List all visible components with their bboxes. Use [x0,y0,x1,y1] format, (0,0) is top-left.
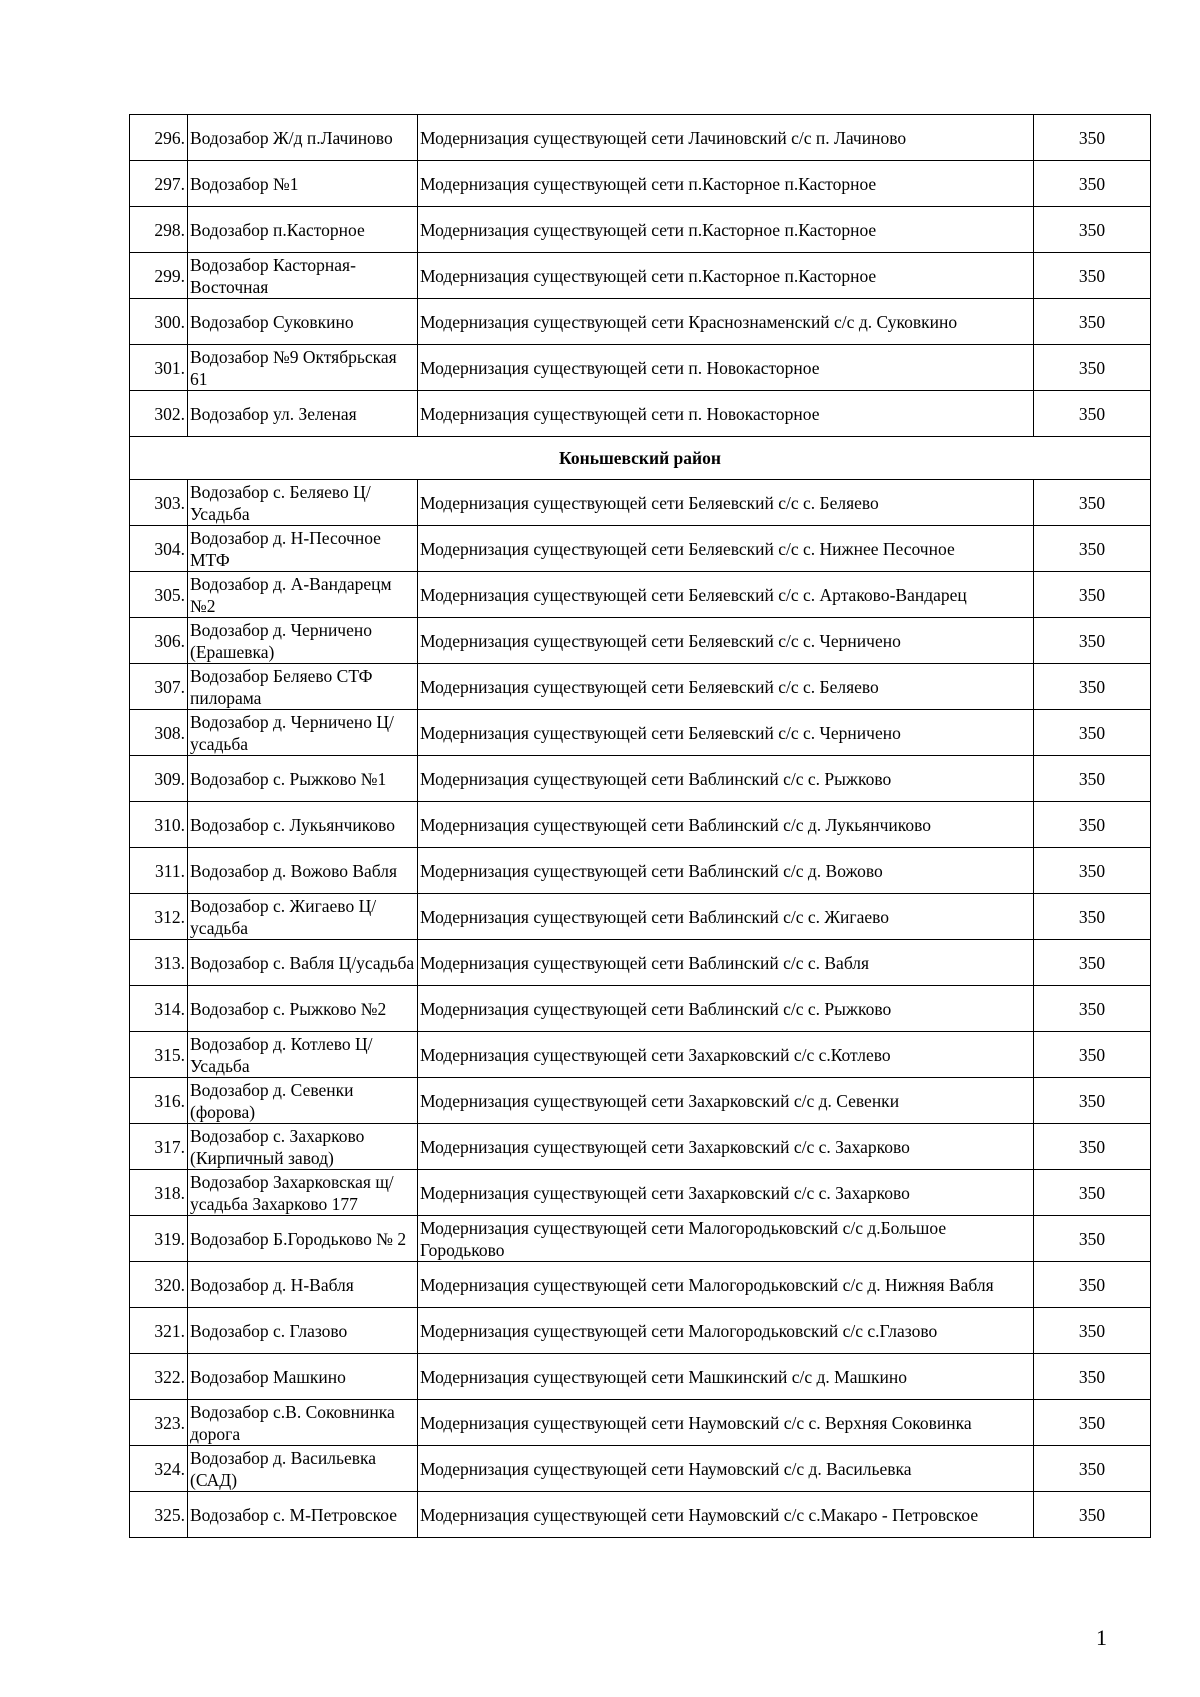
table-row [130,161,1151,207]
facility-name: Водозабор с. Жигаево Ц/усадьба [188,894,418,940]
row-number: 325. [130,1492,188,1538]
row-number: 297. [130,161,188,207]
facility-name: Водозабор п.Касторное [188,207,418,253]
row-number: 320. [130,1262,188,1308]
row-number: 304. [130,526,188,572]
work-description: Модернизация существующей сети Захарковский с/с д. Севенки [418,1078,1034,1124]
work-description: Модернизация существующей сети Краснознаменский с/с д. Суковкино [418,299,1034,345]
value-cell: 350 [1034,1170,1151,1216]
facility-name: Водозабор Ж/д п.Лачиново [188,115,418,161]
work-description: Модернизация существующей сети п. Новокасторное [418,391,1034,437]
table-row [130,391,1151,437]
row-number: 318. [130,1170,188,1216]
row-number: 317. [130,1124,188,1170]
work-description: Модернизация существующей сети Беляевский с/с с. Нижнее Песочное [418,526,1034,572]
row-number: 316. [130,1078,188,1124]
value-cell: 350 [1034,526,1151,572]
work-description: Модернизация существующей сети Ваблинский с/с с. Вабля [418,940,1034,986]
work-description: Модернизация существующей сети Малогородьковский с/с д.Большое Городьково [418,1216,1034,1262]
work-description: Модернизация существующей сети Малогородьковский с/с д. Нижняя Вабля [418,1262,1034,1308]
value-cell: 350 [1034,207,1151,253]
facility-name: Водозабор д. Вожово Вабля [188,848,418,894]
row-number: 298. [130,207,188,253]
facility-name: Водозабор Захарковская щ/усадьба Захарково 177 [188,1170,418,1216]
facility-name: Водозабор д. Васильевка (САД) [188,1446,418,1492]
table-row [130,940,1151,986]
table-row [130,1124,1151,1170]
row-number: 322. [130,1354,188,1400]
row-number: 301. [130,345,188,391]
value-cell: 350 [1034,618,1151,664]
row-number: 311. [130,848,188,894]
value-cell: 350 [1034,391,1151,437]
value-cell: 350 [1034,115,1151,161]
row-number: 314. [130,986,188,1032]
value-cell: 350 [1034,1446,1151,1492]
value-cell: 350 [1034,1400,1151,1446]
value-cell: 350 [1034,345,1151,391]
value-cell: 350 [1034,894,1151,940]
table-row [130,299,1151,345]
facility-name: Водозабор д. Котлево Ц/Усадьба [188,1032,418,1078]
row-number: 300. [130,299,188,345]
table-row [130,526,1151,572]
table-row [130,1492,1151,1538]
value-cell: 350 [1034,572,1151,618]
table-row [130,986,1151,1032]
facility-name: Водозабор д. А-Вандарецм №2 [188,572,418,618]
table-row [130,756,1151,802]
facility-name: Водозабор Касторная-Восточная [188,253,418,299]
table-body [130,115,1151,1538]
facility-name: Водозабор с. Захарково (Кирпичный завод) [188,1124,418,1170]
value-cell: 350 [1034,1032,1151,1078]
row-number: 305. [130,572,188,618]
table-row [130,664,1151,710]
value-cell: 350 [1034,1216,1151,1262]
work-description: Модернизация существующей сети п.Касторное п.Касторное [418,207,1034,253]
table-row [130,253,1151,299]
facility-name: Водозабор с. Глазово [188,1308,418,1354]
facility-name: Водозабор №1 [188,161,418,207]
table-row [130,1078,1151,1124]
table-row [130,345,1151,391]
table-row [130,207,1151,253]
work-description: Модернизация существующей сети Беляевский с/с с. Беляево [418,480,1034,526]
value-cell: 350 [1034,802,1151,848]
row-number: 315. [130,1032,188,1078]
facility-name: Водозабор д. Н-Песочное МТФ [188,526,418,572]
row-number: 319. [130,1216,188,1262]
value-cell: 350 [1034,940,1151,986]
value-cell: 350 [1034,1308,1151,1354]
table-row [130,572,1151,618]
value-cell: 350 [1034,253,1151,299]
value-cell: 350 [1034,986,1151,1032]
work-description: Модернизация существующей сети Наумовский с/с д. Васильевка [418,1446,1034,1492]
facility-name: Водозабор с. Рыжково №2 [188,986,418,1032]
row-number: 307. [130,664,188,710]
row-number: 308. [130,710,188,756]
table-row [130,480,1151,526]
work-description: Модернизация существующей сети Ваблинский с/с с. Рыжково [418,756,1034,802]
work-description: Модернизация существующей сети Малогородьковский с/с с.Глазово [418,1308,1034,1354]
work-description: Модернизация существующей сети Беляевский с/с с. Беляево [418,664,1034,710]
work-description: Модернизация существующей сети Ваблинский с/с с. Рыжково [418,986,1034,1032]
work-description: Модернизация существующей сети Наумовский с/с с. Верхняя Соковинка [418,1400,1034,1446]
facility-name: Водозабор с. Беляево Ц/Усадьба [188,480,418,526]
value-cell: 350 [1034,756,1151,802]
facility-name: Водозабор ул. Зеленая [188,391,418,437]
work-description: Модернизация существующей сети Захарковский с/с с. Захарково [418,1170,1034,1216]
work-description: Модернизация существующей сети Беляевский с/с с. Черничено [418,618,1034,664]
table-row [130,1032,1151,1078]
facility-name: Водозабор д. Черничено (Ерашевка) [188,618,418,664]
row-number: 302. [130,391,188,437]
facility-name: Водозабор №9 Октябрьская 61 [188,345,418,391]
row-number: 303. [130,480,188,526]
value-cell: 350 [1034,1492,1151,1538]
facility-name: Водозабор Суковкино [188,299,418,345]
facility-name: Водозабор с. М-Петровское [188,1492,418,1538]
value-cell: 350 [1034,1262,1151,1308]
work-description: Модернизация существующей сети Ваблинский с/с д. Вожово [418,848,1034,894]
table-row [130,710,1151,756]
value-cell: 350 [1034,664,1151,710]
work-description: Модернизация существующей сети Ваблинский с/с с. Жигаево [418,894,1034,940]
page-number: 1 [1096,1625,1107,1650]
work-description: Модернизация существующей сети п. Новокасторное [418,345,1034,391]
value-cell: 350 [1034,1078,1151,1124]
work-description: Модернизация существующей сети Захарковский с/с с. Захарково [418,1124,1034,1170]
section-header-row [130,437,1151,480]
row-number: 312. [130,894,188,940]
work-description: Модернизация существующей сети Беляевский с/с с. Артаково-Вандарец [418,572,1034,618]
row-number: 306. [130,618,188,664]
table-row [130,1170,1151,1216]
facility-name: Водозабор с. Рыжково №1 [188,756,418,802]
table-row [130,894,1151,940]
row-number: 299. [130,253,188,299]
facility-name: Водозабор д. Н-Вабля [188,1262,418,1308]
table-row [130,1262,1151,1308]
table-row [130,1446,1151,1492]
row-number: 309. [130,756,188,802]
value-cell: 350 [1034,161,1151,207]
facility-name: Водозабор с. Вабля Ц/усадьба [188,940,418,986]
facility-name: Водозабор с.В. Соковнинка дорога [188,1400,418,1446]
facility-name: Водозабор с. Лукьянчиково [188,802,418,848]
work-description: Модернизация существующей сети Ваблинский с/с д. Лукьянчиково [418,802,1034,848]
row-number: 324. [130,1446,188,1492]
work-description: Модернизация существующей сети Наумовский с/с с.Макаро - Петровское [418,1492,1034,1538]
work-description: Модернизация существующей сети Лачиновский с/с п. Лачиново [418,115,1034,161]
work-description: Модернизация существующей сети п.Касторное п.Касторное [418,253,1034,299]
table-row [130,802,1151,848]
row-number: 310. [130,802,188,848]
row-number: 323. [130,1400,188,1446]
row-number: 296. [130,115,188,161]
facility-name: Водозабор Б.Городьково № 2 [188,1216,418,1262]
row-number: 321. [130,1308,188,1354]
value-cell: 350 [1034,480,1151,526]
work-description: Модернизация существующей сети п.Касторное п.Касторное [418,161,1034,207]
table-row [130,1308,1151,1354]
work-description: Модернизация существующей сети Машкинский с/с д. Машкино [418,1354,1034,1400]
value-cell: 350 [1034,848,1151,894]
facility-name: Водозабор Машкино [188,1354,418,1400]
work-description: Модернизация существующей сети Беляевский с/с с. Черничено [418,710,1034,756]
value-cell: 350 [1034,710,1151,756]
table-row [130,848,1151,894]
value-cell: 350 [1034,1354,1151,1400]
table-row [130,618,1151,664]
work-description: Модернизация существующей сети Захарковский с/с с.Котлево [418,1032,1034,1078]
facility-name: Водозабор д. Черничено Ц/усадьба [188,710,418,756]
section-title: Коньшевский район [130,437,1151,480]
table-row [130,1216,1151,1262]
value-cell: 350 [1034,299,1151,345]
table-row [130,1400,1151,1446]
table-row [130,115,1151,161]
value-cell: 350 [1034,1124,1151,1170]
row-number: 313. [130,940,188,986]
facility-name: Водозабор д. Севенки (форова) [188,1078,418,1124]
facility-name: Водозабор Беляево СТФ пилорама [188,664,418,710]
facilities-table [129,114,1151,1538]
table-row [130,1354,1151,1400]
